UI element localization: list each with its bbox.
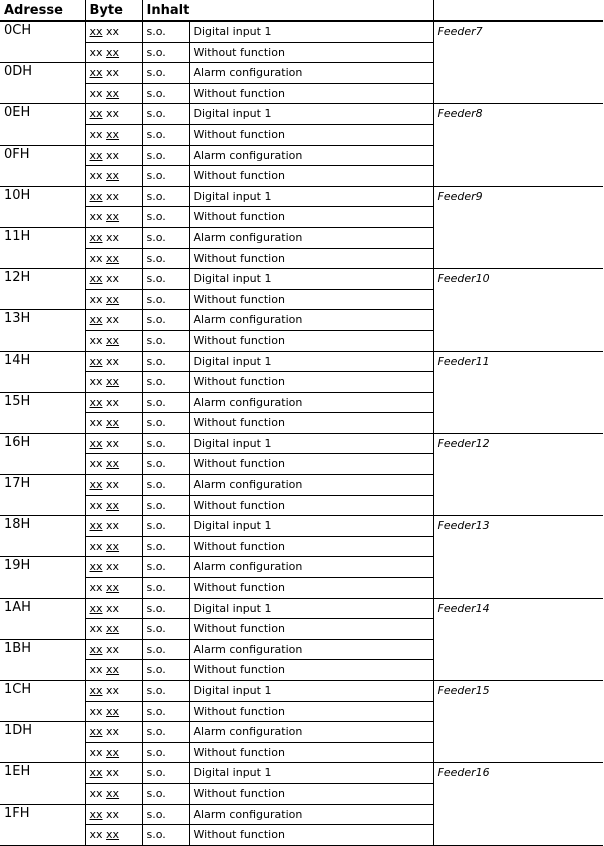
table-row	[0, 21, 603, 42]
address-cell: 17H	[0, 475, 85, 516]
byte-cell	[85, 330, 142, 351]
so-cell: s.o.	[142, 42, 189, 63]
header-address: Adresse	[0, 0, 85, 21]
content-cell: Without function	[189, 742, 433, 763]
byte-value-marked: xx	[89, 766, 103, 780]
content-cell: Without function	[189, 619, 433, 640]
byte-value-marked: xx	[106, 622, 120, 636]
byte-value: xx	[106, 766, 120, 780]
content-cell: Without function	[189, 660, 433, 681]
byte-value-marked: xx	[106, 210, 120, 224]
table-row	[0, 681, 603, 702]
table-row	[0, 269, 603, 290]
byte-cell	[85, 413, 142, 434]
address-cell: 16H	[0, 433, 85, 474]
byte-value-marked: xx	[106, 333, 120, 347]
byte-value: xx	[106, 313, 120, 327]
byte-cell	[85, 372, 142, 393]
byte-value-marked: xx	[89, 436, 103, 450]
byte-value-marked: xx	[106, 498, 120, 512]
so-cell: s.o.	[142, 248, 189, 269]
so-cell: s.o.	[142, 372, 189, 393]
so-cell: s.o.	[142, 763, 189, 784]
byte-value-marked: xx	[106, 375, 120, 389]
address-cell: 1FH	[0, 804, 85, 845]
byte-cell	[85, 660, 142, 681]
so-cell: s.o.	[142, 124, 189, 145]
byte-value-marked: xx	[89, 725, 103, 739]
content-cell: Alarm configuration	[189, 227, 433, 248]
byte-value: xx	[106, 25, 120, 38]
byte-value: xx	[89, 786, 103, 800]
byte-cell	[85, 227, 142, 248]
so-cell: s.o.	[142, 289, 189, 310]
address-cell: 1CH	[0, 681, 85, 722]
byte-value-marked: xx	[89, 189, 103, 203]
byte-value-marked: xx	[89, 66, 103, 80]
table-row	[0, 516, 603, 537]
address-cell: 19H	[0, 557, 85, 598]
so-cell: s.o.	[142, 681, 189, 702]
byte-value: xx	[89, 86, 103, 100]
so-cell: s.o.	[142, 207, 189, 228]
feeder-cell: Feeder10	[433, 269, 603, 351]
byte-cell	[85, 166, 142, 187]
byte-value: xx	[106, 807, 120, 821]
byte-cell	[85, 557, 142, 578]
so-cell: s.o.	[142, 495, 189, 516]
so-cell: s.o.	[142, 63, 189, 84]
byte-value: xx	[89, 745, 103, 759]
address-cell: 13H	[0, 310, 85, 351]
so-cell: s.o.	[142, 351, 189, 372]
byte-value-marked: xx	[106, 127, 120, 141]
byte-value: xx	[89, 704, 103, 718]
byte-value: xx	[106, 148, 120, 162]
byte-value-marked: xx	[106, 292, 120, 306]
content-cell: Digital input 1	[189, 598, 433, 619]
content-cell: Without function	[189, 783, 433, 804]
byte-cell	[85, 763, 142, 784]
feeder-cell: Feeder8	[433, 104, 603, 186]
byte-cell	[85, 742, 142, 763]
byte-value-marked: xx	[89, 642, 103, 656]
byte-cell	[85, 454, 142, 475]
byte-value-marked: xx	[106, 457, 120, 471]
content-cell: Without function	[189, 454, 433, 475]
so-cell: s.o.	[142, 825, 189, 846]
content-cell: Without function	[189, 536, 433, 557]
byte-cell	[85, 104, 142, 125]
so-cell: s.o.	[142, 783, 189, 804]
byte-value: xx	[106, 66, 120, 80]
byte-value: xx	[89, 581, 103, 595]
table-body	[0, 21, 603, 845]
byte-value-marked: xx	[89, 272, 103, 286]
content-cell: Without function	[189, 207, 433, 228]
content-cell: Digital input 1	[189, 351, 433, 372]
byte-cell	[85, 598, 142, 619]
byte-cell	[85, 207, 142, 228]
feeder-cell: Feeder13	[433, 516, 603, 598]
so-cell: s.o.	[142, 166, 189, 187]
feeder-cell: Feeder15	[433, 681, 603, 763]
byte-cell	[85, 681, 142, 702]
byte-cell	[85, 475, 142, 496]
byte-cell	[85, 42, 142, 63]
byte-cell	[85, 701, 142, 722]
content-cell: Without function	[189, 330, 433, 351]
byte-cell	[85, 310, 142, 331]
content-cell: Without function	[189, 701, 433, 722]
byte-value: xx	[106, 272, 120, 286]
content-cell: Without function	[189, 83, 433, 104]
byte-cell	[85, 783, 142, 804]
so-cell: s.o.	[142, 619, 189, 640]
byte-value-marked: xx	[106, 169, 120, 183]
content-cell: Alarm configuration	[189, 63, 433, 84]
byte-value-marked: xx	[106, 45, 120, 59]
table-row	[0, 186, 603, 207]
byte-cell	[85, 722, 142, 743]
address-cell: 15H	[0, 392, 85, 433]
byte-cell	[85, 63, 142, 84]
byte-value: xx	[89, 45, 103, 59]
byte-cell	[85, 21, 142, 42]
byte-value: xx	[89, 828, 103, 842]
content-cell: Alarm configuration	[189, 145, 433, 166]
header-row	[0, 0, 603, 21]
so-cell: s.o.	[142, 83, 189, 104]
byte-value: xx	[106, 519, 120, 533]
address-cell: 11H	[0, 227, 85, 268]
byte-value: xx	[106, 436, 120, 450]
byte-value-marked: xx	[89, 560, 103, 574]
content-cell: Alarm configuration	[189, 475, 433, 496]
so-cell: s.o.	[142, 639, 189, 660]
byte-cell	[85, 351, 142, 372]
byte-value-marked: xx	[106, 745, 120, 759]
content-cell: Digital input 1	[189, 433, 433, 454]
byte-value: xx	[89, 622, 103, 636]
byte-value: xx	[106, 642, 120, 656]
content-cell: Without function	[189, 413, 433, 434]
byte-value-marked: xx	[89, 684, 103, 697]
content-cell: Digital input 1	[189, 186, 433, 207]
byte-value: xx	[89, 333, 103, 347]
content-cell: Without function	[189, 248, 433, 269]
content-cell: Digital input 1	[189, 681, 433, 702]
byte-cell	[85, 433, 142, 454]
byte-value: xx	[106, 189, 120, 203]
byte-value-marked: xx	[89, 354, 103, 368]
so-cell: s.o.	[142, 804, 189, 825]
byte-value: xx	[106, 601, 120, 615]
content-cell: Alarm configuration	[189, 310, 433, 331]
byte-value: xx	[89, 457, 103, 471]
byte-cell	[85, 495, 142, 516]
byte-value: xx	[89, 375, 103, 389]
table-row	[0, 104, 603, 125]
so-cell: s.o.	[142, 433, 189, 454]
byte-cell	[85, 269, 142, 290]
address-cell: 0FH	[0, 145, 85, 186]
feeder-cell: Feeder16	[433, 763, 603, 845]
so-cell: s.o.	[142, 104, 189, 125]
content-cell: Alarm configuration	[189, 804, 433, 825]
byte-value: xx	[89, 498, 103, 512]
address-cell: 12H	[0, 269, 85, 310]
byte-cell	[85, 619, 142, 640]
address-cell: 1DH	[0, 722, 85, 763]
so-cell: s.o.	[142, 310, 189, 331]
content-cell: Without function	[189, 825, 433, 846]
byte-value: xx	[106, 107, 120, 121]
byte-value: xx	[89, 210, 103, 224]
byte-value: xx	[89, 251, 103, 265]
table-row	[0, 351, 603, 372]
byte-value: xx	[106, 354, 120, 368]
address-cell: 1BH	[0, 639, 85, 680]
content-cell: Alarm configuration	[189, 392, 433, 413]
byte-cell	[85, 186, 142, 207]
byte-value: xx	[106, 684, 120, 697]
byte-value-marked: xx	[106, 539, 120, 553]
byte-value-marked: xx	[89, 601, 103, 615]
so-cell: s.o.	[142, 269, 189, 290]
so-cell: s.o.	[142, 21, 189, 42]
byte-value-marked: xx	[89, 107, 103, 121]
so-cell: s.o.	[142, 578, 189, 599]
byte-cell	[85, 83, 142, 104]
address-cell: 10H	[0, 186, 85, 227]
byte-value: xx	[89, 169, 103, 183]
so-cell: s.o.	[142, 392, 189, 413]
address-cell: 1EH	[0, 763, 85, 804]
byte-cell	[85, 145, 142, 166]
byte-cell	[85, 536, 142, 557]
so-cell: s.o.	[142, 227, 189, 248]
byte-cell	[85, 804, 142, 825]
content-cell: Without function	[189, 124, 433, 145]
content-cell: Digital input 1	[189, 763, 433, 784]
content-cell: Without function	[189, 372, 433, 393]
content-cell: Without function	[189, 42, 433, 63]
content-cell: Without function	[189, 495, 433, 516]
byte-value-marked: xx	[106, 416, 120, 430]
byte-value-marked: xx	[106, 86, 120, 100]
byte-value: xx	[89, 292, 103, 306]
byte-value-marked: xx	[106, 786, 120, 800]
byte-value: xx	[106, 395, 120, 409]
so-cell: s.o.	[142, 413, 189, 434]
content-cell: Alarm configuration	[189, 722, 433, 743]
so-cell: s.o.	[142, 516, 189, 537]
so-cell: s.o.	[142, 475, 189, 496]
feeder-cell: Feeder9	[433, 186, 603, 268]
address-cell: 18H	[0, 516, 85, 557]
header-byte: Byte	[85, 0, 142, 21]
content-cell: Without function	[189, 289, 433, 310]
so-cell: s.o.	[142, 660, 189, 681]
content-cell: Digital input 1	[189, 269, 433, 290]
feeder-cell: Feeder12	[433, 433, 603, 515]
byte-value-marked: xx	[89, 25, 103, 38]
table-row	[0, 433, 603, 454]
so-cell: s.o.	[142, 145, 189, 166]
so-cell: s.o.	[142, 701, 189, 722]
byte-value-marked: xx	[106, 828, 120, 842]
byte-value: xx	[106, 478, 120, 492]
so-cell: s.o.	[142, 330, 189, 351]
content-cell: Digital input 1	[189, 21, 433, 42]
address-cell: 0DH	[0, 63, 85, 104]
address-cell: 14H	[0, 351, 85, 392]
so-cell: s.o.	[142, 722, 189, 743]
byte-value: xx	[89, 539, 103, 553]
content-cell: Digital input 1	[189, 104, 433, 125]
address-cell: 0EH	[0, 104, 85, 145]
byte-cell	[85, 392, 142, 413]
table-row	[0, 763, 603, 784]
so-cell: s.o.	[142, 186, 189, 207]
byte-cell	[85, 825, 142, 846]
so-cell: s.o.	[142, 536, 189, 557]
byte-value: xx	[89, 663, 103, 677]
feeder-cell: Feeder7	[433, 21, 603, 104]
byte-value-marked: xx	[89, 313, 103, 327]
byte-value-marked: xx	[106, 581, 120, 595]
byte-value-marked: xx	[106, 251, 120, 265]
byte-value: xx	[89, 127, 103, 141]
byte-cell	[85, 578, 142, 599]
address-cell: 1AH	[0, 598, 85, 639]
byte-cell	[85, 516, 142, 537]
byte-value-marked: xx	[89, 395, 103, 409]
byte-value-marked: xx	[89, 807, 103, 821]
so-cell: s.o.	[142, 557, 189, 578]
header-content: Inhalt	[142, 0, 433, 21]
byte-value: xx	[89, 416, 103, 430]
content-cell: Digital input 1	[189, 516, 433, 537]
byte-value-marked: xx	[89, 519, 103, 533]
byte-value-marked: xx	[106, 663, 120, 677]
byte-cell	[85, 248, 142, 269]
feeder-cell: Feeder11	[433, 351, 603, 433]
byte-value-marked: xx	[106, 704, 120, 718]
content-cell: Without function	[189, 578, 433, 599]
so-cell: s.o.	[142, 454, 189, 475]
byte-cell	[85, 289, 142, 310]
header-extra	[433, 0, 603, 21]
byte-value: xx	[106, 560, 120, 574]
byte-value: xx	[106, 230, 120, 244]
byte-cell	[85, 639, 142, 660]
content-cell: Alarm configuration	[189, 639, 433, 660]
content-cell: Without function	[189, 166, 433, 187]
feeder-cell: Feeder14	[433, 598, 603, 680]
byte-value: xx	[106, 725, 120, 739]
byte-value-marked: xx	[89, 148, 103, 162]
table-row	[0, 598, 603, 619]
byte-value-marked: xx	[89, 478, 103, 492]
so-cell: s.o.	[142, 598, 189, 619]
so-cell: s.o.	[142, 742, 189, 763]
content-cell: Alarm configuration	[189, 557, 433, 578]
byte-value-marked: xx	[89, 230, 103, 244]
address-cell: 0CH	[0, 21, 85, 63]
byte-cell	[85, 124, 142, 145]
